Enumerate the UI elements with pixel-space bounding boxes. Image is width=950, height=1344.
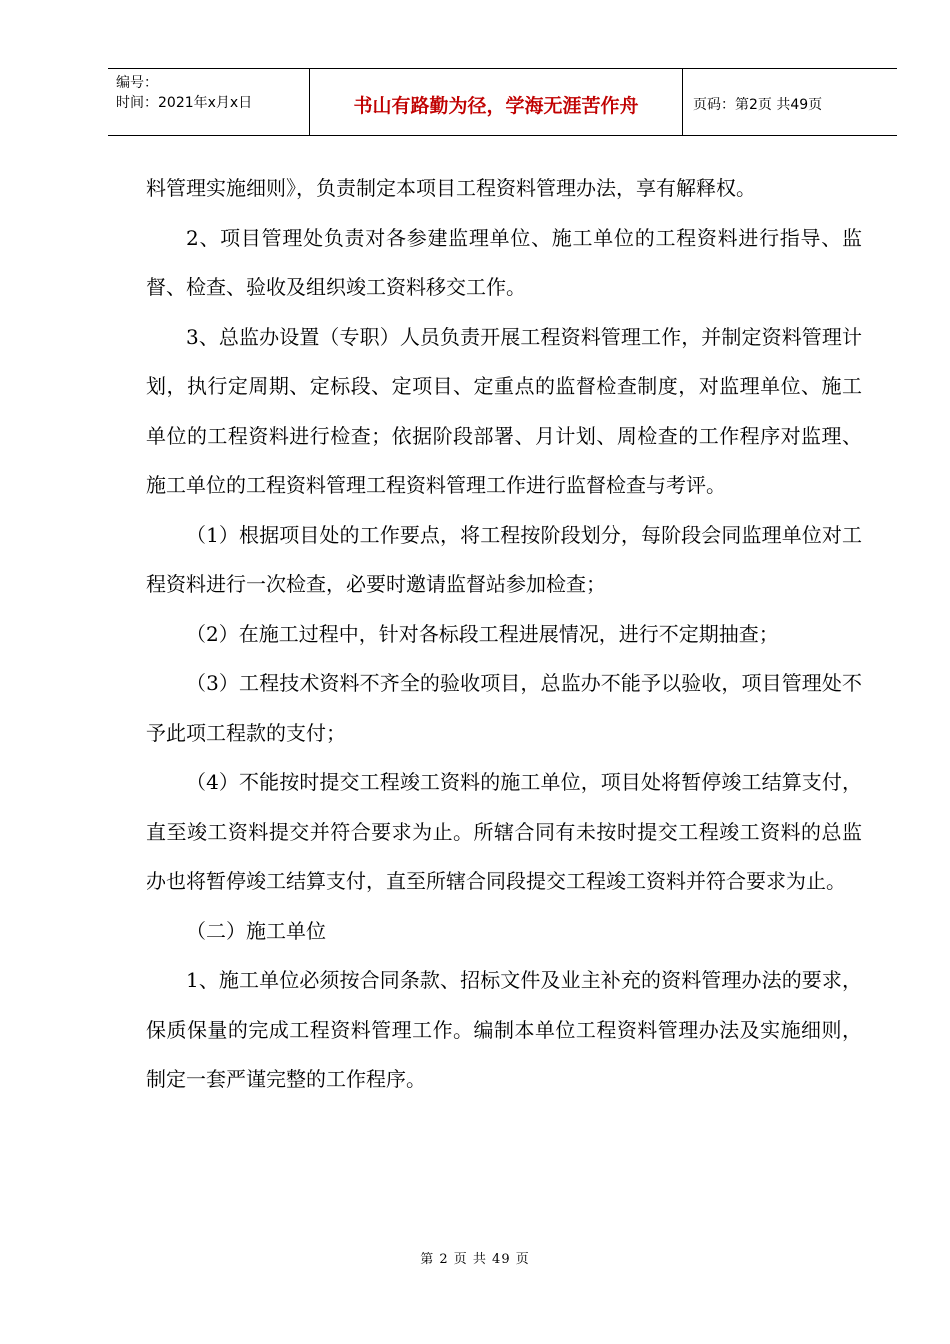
paragraph: 1、施工单位必须按合同条款、招标文件及业主补充的资料管理办法的要求，保质保量的完成工程资料管理工作。编制本单位工程资料管理办法及实施细则，制定一套严谨完整的工作程序。 (146, 968, 862, 1091)
paragraph: 2、项目管理处负责对各参建监理单位、施工单位的工程资料进行指导、监督、检查、验收及组织竣工资料移交工作。 (146, 225, 862, 299)
paragraph: （4）不能按时提交工程竣工资料的施工单位，项目处将暂停竣工结算支付，直至竣工资料提交并符合要求为止。所辖合同有未按时提交工程竣工资料的总监办也将暂停竣工结算支付，直至所辖合同段提交工程竣工资料并符合要求为止。 (146, 770, 862, 893)
header-meta (108, 69, 310, 135)
page-footer: 第 2 页 共 49 页 (420, 1252, 530, 1267)
paragraph: 3、总监办设置（专职）人员负责开展工程资料管理工作，并制定资料管理计划，执行定周期、定标段、定项目、定重点的监督检查制度，对监理单位、施工单位的工程资料进行检查；依据阶段部署、月计划、周检查的工作程序对监理、施工单位的工程资料管理工程资料管理工作进行监督检查与考评。 (146, 324, 862, 497)
section-heading: （二）施工单位 (186, 918, 326, 943)
paragraph: （1）根据项目处的工作要点，将工程按阶段划分，每阶段会同监理单位对工程资料进行一次检查，必要时邀请监督站参加检查； (146, 522, 862, 596)
paragraph: 料管理实施细则》，负责制定本项目工程资料管理办法，享有解释权。 (146, 176, 756, 200)
header-page-info: 页码：第2页 共49页 (693, 97, 823, 113)
paragraph: （3）工程技术资料不齐全的验收项目，总监办不能予以验收，项目管理处不予此项工程款的支付； (146, 671, 862, 745)
paragraph: （2）在施工过程中，针对各标段工程进展情况，进行不定期抽查； (186, 621, 779, 646)
document-date: 时间：2021年x月x日 (116, 95, 253, 111)
document-number-label: 编号： (116, 75, 158, 91)
document-body (146, 164, 862, 1105)
page-header (108, 68, 897, 136)
header-motto: 书山有路勤为径，学海无涯苦作舟 (310, 69, 683, 135)
